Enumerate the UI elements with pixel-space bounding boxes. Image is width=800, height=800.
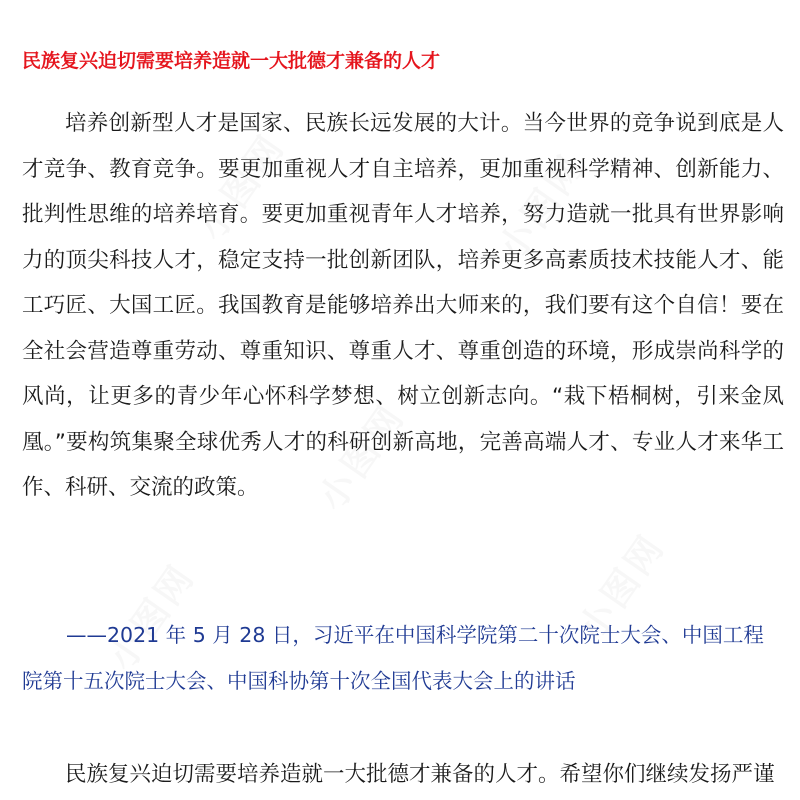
watermark: 小图网: [191, 126, 294, 249]
watermark: 小图网: [491, 146, 594, 269]
body-paragraph: 培养创新型人才是国家、民族长远发展的大计。当今世界的竞争说到底是人才竞争、教育竞争。要更加重视人才自主培养，更加重视科学精神、创新能力、批判性思维的培养培育。要更加重视青年人才培养，努力造就一批具有世界影响力的顶尖科技人才，稳定支持一批创新团队，培养更多高素质技术技能人才、能工巧匠、大国工匠。我国教育是能够培养出大师来的，我们要有这个自信！要在全社会营造尊重劳动、尊重知识、尊重人才、尊重创造的环境，形成崇尚科学的风尚，让更多的青少年心怀科学梦想、树立创新志向。“栽下梧桐树，引来金凤凰。”要构筑集聚全球优秀人才的科研创新高地，完善高端人才、专业人才来华工作、科研、交流的政策。: [22, 111, 784, 500]
body-paragraph-2: 民族复兴迫切需要培养造就一大批德才兼备的人才。希望你们继续发扬严谨: [65, 762, 775, 787]
watermark: 小图网: [571, 526, 674, 649]
watermark: 小图网: [311, 396, 414, 519]
attribution-quote-source: ——2021 年 5 月 28 日，习近平在中国科学院第二十次院士大会、中国工程院第十五次院士大会、中国科协第十次全国代表大会上的讲话: [22, 623, 764, 693]
section-heading: 民族复兴迫切需要培养造就一大批德才兼备的人才: [22, 50, 441, 72]
watermark: 小图网: [101, 556, 204, 679]
